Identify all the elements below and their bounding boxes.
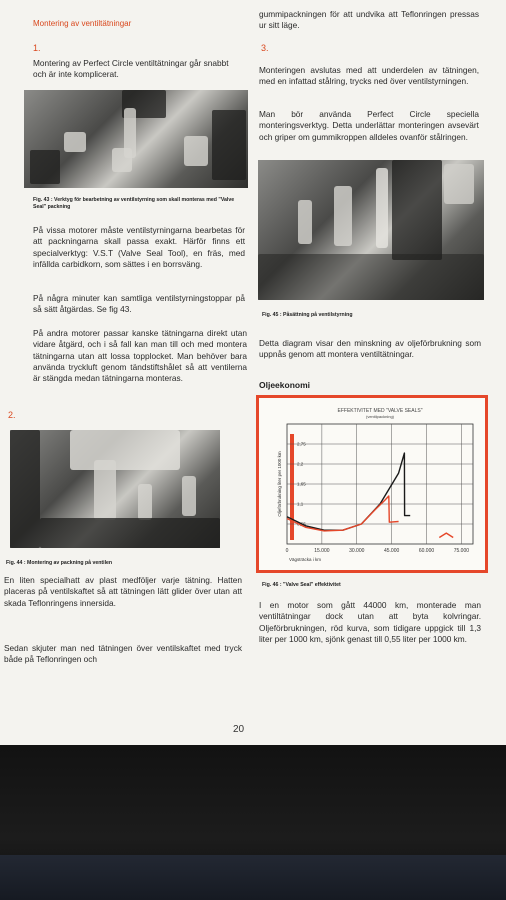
fig-43-caption: Fig. 43 : Verktyg för bearbetning av ventilstyrning som skall monteras med "Valve Seal" packning [33, 197, 235, 210]
section-title: Montering av ventiltätningar [33, 19, 132, 28]
fig-43-photo [24, 90, 248, 188]
page-number: 20 [233, 724, 245, 735]
step-3-number: 3. [261, 43, 269, 53]
x-tick-label: 0 [285, 548, 289, 554]
machining-paragraph: På vissa motorer måste ventilstyrningarna bearbetas för att packningarna skall passa exakt. Härför finns ett specialverktyg: V.S.T (Valve Seal Tool), en fräs, med infällda carbidkorn, som sättes i en borrsväng. [33, 225, 245, 269]
x-tick-label: 30.000 [349, 548, 365, 554]
x-tick-label: 15.000 [314, 548, 330, 554]
chart-title: EFFEKTIVITET MED "VALVE SEALS" [337, 408, 423, 414]
fig-45-photo [258, 160, 484, 300]
other-engines-paragraph: På andra motorer passar kanske tätningarna direkt utan vidare åtgärd, och i så fall kan man till och med montera tätningarna utan att lossa topplocket. Man behöver bara använda tryckluft genom tändstiftshålet så att ventilerna är stängda medan tätningarna monteras. [33, 328, 247, 384]
x-tick-label: 60.000 [418, 548, 435, 554]
fig-45-caption: Fig. 45 : Påsättning på ventilstyrning [262, 312, 353, 318]
blue-fabric-strip [0, 855, 506, 900]
fig-46-caption: Fig. 46 : "Valve Seal" effektivitet [262, 582, 341, 588]
chart-subtitle: (ventilpackning) [365, 414, 395, 419]
x-tick-label: 75.000 [453, 548, 470, 554]
tool-paragraph: Man bör använda Perfect Circle speciella monteringsverktyg. Detta underlättar monteringen avsevärt och griper om gummikroppen alldeles ovanför stålringen. [259, 109, 479, 142]
result-paragraph: I en motor som gått 44000 km, monterade man ventiltätningar dock utan att byta kolvringar. Oljeförbrukningen, röd kurva, som tidigare uppgick till 1,3 liter per 1000 km, sjönk genast till 0,55 liter per 1000 km. [259, 600, 481, 644]
step-2-number: 2. [8, 410, 16, 420]
background-surface [0, 745, 506, 900]
x-axis-label: Vägsträcka i km [289, 557, 322, 562]
y-tick-label: 2,2 [297, 461, 304, 467]
y-tick-label: 0,55 [297, 521, 306, 527]
continued-paragraph: gummipackningen för att undvika att Teflonringen pressas ur sitt läge. [259, 9, 479, 31]
intro-paragraph: Montering av Perfect Circle ventiltätningar går snabbt och är inte komplicerat. [33, 58, 229, 80]
minutes-paragraph: På några minuter kan samtliga ventilstyrningstoppar på så sätt åtgärdas. Se fig 43. [33, 293, 245, 315]
oil-efficiency-chart [256, 395, 488, 573]
step-1-number: 1. [33, 43, 41, 53]
finish-paragraph: Monteringen avslutas med att underdelen av tätningen, med en infattad stålring, trycks ned över ventilstyrningen. [259, 65, 479, 87]
plastic-hat-paragraph: En liten specialhatt av plast medföljer varje tätning. Hatten placeras på ventilskaftet så att tätningen lätt glider över utan att skada Teflonringens innersida. [4, 575, 242, 608]
oil-economy-heading: Oljeekonomi [259, 380, 311, 390]
push-seal-paragraph: Sedan skjuter man ned tätningen över ventilskaftet med tryck både på Teflonringen och [4, 643, 242, 665]
y-tick-label: 2,75 [297, 441, 306, 447]
fig-44-caption: Fig. 44 : Montering av packning på ventilen [6, 560, 113, 566]
y-tick-label: 1,65 [297, 481, 306, 487]
chart-svg [259, 398, 485, 570]
diagram-paragraph: Detta diagram visar den minskning av oljeförbrukning som uppnås genom att montera ventiltätningar. [259, 338, 481, 360]
y-axis-label: Oljeförbrukning liter per 1000 km [277, 451, 282, 517]
y-tick-label: 1,1 [297, 501, 304, 507]
x-tick-label: 45.000 [383, 548, 400, 554]
fig-44-photo [10, 430, 220, 548]
